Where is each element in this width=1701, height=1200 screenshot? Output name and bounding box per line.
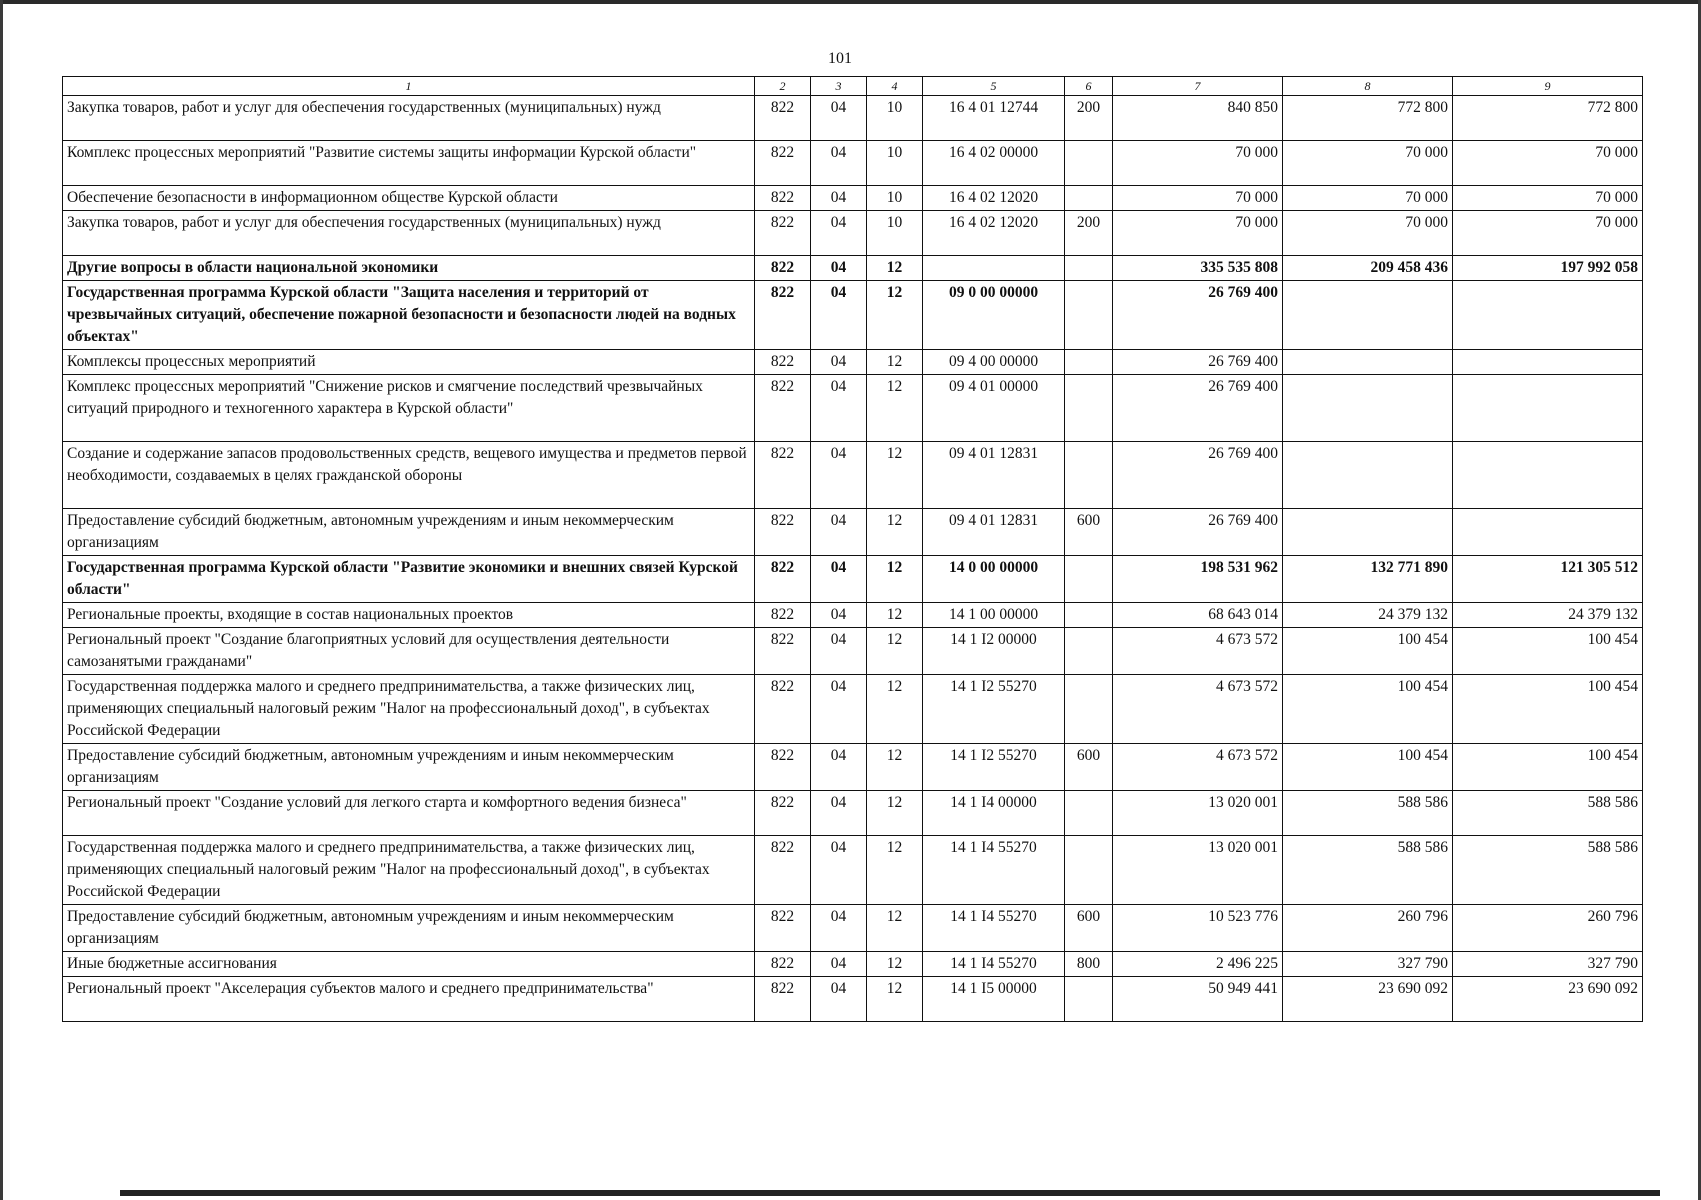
table-row: [63, 211, 1643, 256]
page-number: 101: [828, 50, 852, 67]
cell-name: Региональный проект "Создание условий для легкого старта и комфортного ведения бизнеса": [63, 791, 755, 836]
cell-amount-col9: 260 796: [1453, 905, 1643, 952]
cell-grbs: 822: [755, 791, 811, 836]
cell-subsection: 10: [867, 186, 923, 211]
cell-section: 04: [811, 375, 867, 442]
cell-amount-col7: 4 673 572: [1113, 675, 1283, 744]
cell-amount-col7: 26 769 400: [1113, 281, 1283, 350]
column-header: 9: [1453, 77, 1643, 96]
cell-name: Региональный проект "Акселерация субъектов малого и среднего предпринимательства": [63, 977, 755, 1022]
cell-expense-type: [1065, 977, 1113, 1022]
cell-grbs: 822: [755, 186, 811, 211]
cell-grbs: 822: [755, 442, 811, 509]
cell-section: 04: [811, 442, 867, 509]
cell-section: 04: [811, 603, 867, 628]
cell-target-article: 14 1 I4 55270: [923, 905, 1065, 952]
cell-target-article: [923, 256, 1065, 281]
cell-target-article: 09 4 01 12831: [923, 509, 1065, 556]
cell-amount-col9: 588 586: [1453, 836, 1643, 905]
cell-target-article: 14 1 00 00000: [923, 603, 1065, 628]
cell-target-article: 09 4 01 00000: [923, 375, 1065, 442]
cell-amount-col8: 70 000: [1283, 186, 1453, 211]
table-body: [63, 77, 1643, 1022]
cell-amount-col7: 840 850: [1113, 96, 1283, 141]
cell-target-article: 14 1 I4 55270: [923, 836, 1065, 905]
cell-amount-col7: 2 496 225: [1113, 952, 1283, 977]
cell-grbs: 822: [755, 836, 811, 905]
table-row: [63, 509, 1643, 556]
cell-expense-type: [1065, 350, 1113, 375]
cell-subsection: 10: [867, 96, 923, 141]
cell-name: Комплекс процессных мероприятий "Развитие системы защиты информации Курской области": [63, 141, 755, 186]
cell-amount-col7: 26 769 400: [1113, 350, 1283, 375]
column-header: 8: [1283, 77, 1453, 96]
cell-target-article: 14 1 I2 55270: [923, 675, 1065, 744]
cell-amount-col7: 70 000: [1113, 141, 1283, 186]
cell-section: 04: [811, 905, 867, 952]
cell-amount-col9: 588 586: [1453, 791, 1643, 836]
cell-amount-col8: [1283, 509, 1453, 556]
cell-section: 04: [811, 350, 867, 375]
cell-amount-col9: 100 454: [1453, 675, 1643, 744]
cell-target-article: 14 1 I2 00000: [923, 628, 1065, 675]
cell-amount-col9: [1453, 281, 1643, 350]
table-row: [63, 350, 1643, 375]
cell-amount-col9: 121 305 512: [1453, 556, 1643, 603]
cell-grbs: 822: [755, 509, 811, 556]
cell-expense-type: [1065, 375, 1113, 442]
cell-amount-col9: [1453, 375, 1643, 442]
cell-subsection: 12: [867, 509, 923, 556]
cell-amount-col9: 70 000: [1453, 211, 1643, 256]
table-row: [63, 836, 1643, 905]
cell-name: Обеспечение безопасности в информационном обществе Курской области: [63, 186, 755, 211]
cell-amount-col9: 327 790: [1453, 952, 1643, 977]
table-row: [63, 141, 1643, 186]
cell-grbs: 822: [755, 556, 811, 603]
column-header: 2: [755, 77, 811, 96]
column-header: 5: [923, 77, 1065, 96]
cell-amount-col7: 335 535 808: [1113, 256, 1283, 281]
cell-subsection: 12: [867, 603, 923, 628]
cell-name: Закупка товаров, работ и услуг для обеспечения государственных (муниципальных) нужд: [63, 211, 755, 256]
cell-subsection: 12: [867, 256, 923, 281]
cell-name: Государственная программа Курской области "Развитие экономики и внешних связей Курской области": [63, 556, 755, 603]
cell-amount-col8: 24 379 132: [1283, 603, 1453, 628]
cell-target-article: 09 4 01 12831: [923, 442, 1065, 509]
cell-amount-col9: [1453, 350, 1643, 375]
cell-section: 04: [811, 141, 867, 186]
cell-expense-type: [1065, 256, 1113, 281]
cell-amount-col7: 4 673 572: [1113, 744, 1283, 791]
cell-name: Государственная программа Курской области "Защита населения и территорий от чрезвычайных ситуаций, обеспечение пожарной безопасности и безопасности людей на водных объектах": [63, 281, 755, 350]
cell-expense-type: [1065, 186, 1113, 211]
cell-amount-col7: 4 673 572: [1113, 628, 1283, 675]
cell-section: 04: [811, 675, 867, 744]
cell-amount-col8: 132 771 890: [1283, 556, 1453, 603]
cell-target-article: 14 1 I2 55270: [923, 744, 1065, 791]
cell-name: Создание и содержание запасов продовольственных средств, вещевого имущества и предметов первой необходимости, создаваемых в целях гражданской обороны: [63, 442, 755, 509]
table-row: [63, 675, 1643, 744]
table-row: [63, 791, 1643, 836]
column-header: 1: [63, 77, 755, 96]
cell-amount-col7: 26 769 400: [1113, 509, 1283, 556]
cell-amount-col7: 198 531 962: [1113, 556, 1283, 603]
column-header: 4: [867, 77, 923, 96]
cell-grbs: 822: [755, 977, 811, 1022]
cell-amount-col9: 23 690 092: [1453, 977, 1643, 1022]
cell-amount-col9: 100 454: [1453, 744, 1643, 791]
cell-amount-col7: 50 949 441: [1113, 977, 1283, 1022]
cell-grbs: 822: [755, 211, 811, 256]
column-header: 6: [1065, 77, 1113, 96]
cell-amount-col9: [1453, 509, 1643, 556]
cell-name: Предоставление субсидий бюджетным, автономным учреждениям и иным некоммерческим организациям: [63, 744, 755, 791]
cell-name: Комплекс процессных мероприятий "Снижение рисков и смягчение последствий чрезвычайных ситуаций природного и техногенного характера в Курской области": [63, 375, 755, 442]
cell-amount-col7: 10 523 776: [1113, 905, 1283, 952]
cell-amount-col7: 26 769 400: [1113, 375, 1283, 442]
cell-name: Региональный проект "Создание благоприятных условий для осуществления деятельности самозанятыми гражданами": [63, 628, 755, 675]
cell-expense-type: [1065, 141, 1113, 186]
cell-target-article: 14 1 I5 00000: [923, 977, 1065, 1022]
cell-amount-col8: 70 000: [1283, 141, 1453, 186]
cell-grbs: 822: [755, 350, 811, 375]
cell-amount-col9: 100 454: [1453, 628, 1643, 675]
cell-expense-type: 200: [1065, 96, 1113, 141]
cell-expense-type: [1065, 791, 1113, 836]
cell-name: Предоставление субсидий бюджетным, автономным учреждениям и иным некоммерческим организациям: [63, 905, 755, 952]
cell-section: 04: [811, 211, 867, 256]
cell-amount-col9: 70 000: [1453, 141, 1643, 186]
cell-name: Региональные проекты, входящие в состав национальных проектов: [63, 603, 755, 628]
cell-section: 04: [811, 628, 867, 675]
table-row: [63, 952, 1643, 977]
cell-target-article: 14 1 I4 00000: [923, 791, 1065, 836]
cell-section: 04: [811, 977, 867, 1022]
budget-table: [62, 76, 1643, 1022]
cell-name: Закупка товаров, работ и услуг для обеспечения государственных (муниципальных) нужд: [63, 96, 755, 141]
cell-expense-type: [1065, 442, 1113, 509]
cell-subsection: 12: [867, 281, 923, 350]
table-row: [63, 256, 1643, 281]
cell-subsection: 12: [867, 977, 923, 1022]
cell-target-article: 16 4 02 12020: [923, 186, 1065, 211]
cell-amount-col8: 209 458 436: [1283, 256, 1453, 281]
cell-section: 04: [811, 256, 867, 281]
cell-section: 04: [811, 836, 867, 905]
cell-grbs: 822: [755, 905, 811, 952]
cell-grbs: 822: [755, 256, 811, 281]
scan-edge-top: [0, 0, 1701, 4]
cell-name: Другие вопросы в области национальной экономики: [63, 256, 755, 281]
column-header: 3: [811, 77, 867, 96]
cell-subsection: 12: [867, 375, 923, 442]
cell-target-article: 16 4 02 12020: [923, 211, 1065, 256]
cell-expense-type: [1065, 556, 1113, 603]
cell-amount-col9: 70 000: [1453, 186, 1643, 211]
scan-edge-bottom: [120, 1190, 1660, 1196]
cell-target-article: 09 0 00 00000: [923, 281, 1065, 350]
cell-amount-col7: 13 020 001: [1113, 836, 1283, 905]
cell-name: Иные бюджетные ассигнования: [63, 952, 755, 977]
cell-expense-type: [1065, 628, 1113, 675]
cell-amount-col9: 197 992 058: [1453, 256, 1643, 281]
table-row: [63, 96, 1643, 141]
cell-expense-type: [1065, 836, 1113, 905]
column-header: 7: [1113, 77, 1283, 96]
cell-expense-type: 200: [1065, 211, 1113, 256]
table-row: [63, 603, 1643, 628]
cell-expense-type: 800: [1065, 952, 1113, 977]
table-row: [63, 375, 1643, 442]
cell-subsection: 12: [867, 952, 923, 977]
table-row: [63, 556, 1643, 603]
cell-amount-col9: 772 800: [1453, 96, 1643, 141]
cell-grbs: 822: [755, 375, 811, 442]
cell-subsection: 12: [867, 628, 923, 675]
cell-amount-col8: [1283, 375, 1453, 442]
cell-amount-col8: 100 454: [1283, 628, 1453, 675]
cell-grbs: 822: [755, 952, 811, 977]
table-row: [63, 977, 1643, 1022]
cell-amount-col8: [1283, 350, 1453, 375]
cell-section: 04: [811, 281, 867, 350]
cell-section: 04: [811, 791, 867, 836]
cell-name: Государственная поддержка малого и среднего предпринимательства, а также физических лиц, применяющих специальный налоговый режим "Налог на профессиональный доход", в субъектах Российской Федерации: [63, 836, 755, 905]
cell-name: Предоставление субсидий бюджетным, автономным учреждениям и иным некоммерческим организациям: [63, 509, 755, 556]
cell-expense-type: 600: [1065, 509, 1113, 556]
cell-amount-col7: 70 000: [1113, 211, 1283, 256]
cell-amount-col7: 68 643 014: [1113, 603, 1283, 628]
cell-target-article: 14 1 I4 55270: [923, 952, 1065, 977]
cell-section: 04: [811, 556, 867, 603]
cell-grbs: 822: [755, 744, 811, 791]
cell-name: Комплексы процессных мероприятий: [63, 350, 755, 375]
column-number-row: [63, 77, 1643, 96]
cell-amount-col8: [1283, 281, 1453, 350]
cell-expense-type: [1065, 603, 1113, 628]
table-row: [63, 281, 1643, 350]
table-row: [63, 186, 1643, 211]
cell-target-article: 16 4 02 00000: [923, 141, 1065, 186]
cell-expense-type: 600: [1065, 744, 1113, 791]
cell-amount-col8: 772 800: [1283, 96, 1453, 141]
cell-amount-col8: 100 454: [1283, 744, 1453, 791]
cell-subsection: 12: [867, 836, 923, 905]
cell-amount-col7: 13 020 001: [1113, 791, 1283, 836]
cell-grbs: 822: [755, 628, 811, 675]
cell-subsection: 12: [867, 442, 923, 509]
cell-grbs: 822: [755, 603, 811, 628]
cell-grbs: 822: [755, 141, 811, 186]
cell-amount-col9: 24 379 132: [1453, 603, 1643, 628]
cell-section: 04: [811, 952, 867, 977]
table-row: [63, 905, 1643, 952]
cell-amount-col8: 327 790: [1283, 952, 1453, 977]
cell-name: Государственная поддержка малого и среднего предпринимательства, а также физических лиц, применяющих специальный налоговый режим "Налог на профессиональный доход", в субъектах Российской Федерации: [63, 675, 755, 744]
cell-target-article: 14 0 00 00000: [923, 556, 1065, 603]
cell-section: 04: [811, 186, 867, 211]
cell-target-article: 09 4 00 00000: [923, 350, 1065, 375]
cell-amount-col8: 588 586: [1283, 836, 1453, 905]
cell-amount-col9: [1453, 442, 1643, 509]
cell-amount-col8: 260 796: [1283, 905, 1453, 952]
cell-amount-col7: 70 000: [1113, 186, 1283, 211]
cell-amount-col8: 70 000: [1283, 211, 1453, 256]
table-row: [63, 628, 1643, 675]
scan-edge-left: [0, 0, 3, 1200]
table-row: [63, 442, 1643, 509]
cell-section: 04: [811, 96, 867, 141]
cell-grbs: 822: [755, 281, 811, 350]
cell-subsection: 12: [867, 556, 923, 603]
cell-grbs: 822: [755, 675, 811, 744]
cell-target-article: 16 4 01 12744: [923, 96, 1065, 141]
cell-amount-col7: 26 769 400: [1113, 442, 1283, 509]
cell-section: 04: [811, 509, 867, 556]
cell-subsection: 10: [867, 211, 923, 256]
table-row: [63, 744, 1643, 791]
cell-subsection: 12: [867, 350, 923, 375]
cell-amount-col8: [1283, 442, 1453, 509]
cell-subsection: 12: [867, 791, 923, 836]
cell-subsection: 12: [867, 675, 923, 744]
cell-grbs: 822: [755, 96, 811, 141]
cell-expense-type: [1065, 281, 1113, 350]
cell-expense-type: 600: [1065, 905, 1113, 952]
cell-subsection: 12: [867, 905, 923, 952]
cell-expense-type: [1065, 675, 1113, 744]
cell-subsection: 10: [867, 141, 923, 186]
cell-amount-col8: 100 454: [1283, 675, 1453, 744]
cell-amount-col8: 588 586: [1283, 791, 1453, 836]
cell-section: 04: [811, 744, 867, 791]
cell-amount-col8: 23 690 092: [1283, 977, 1453, 1022]
cell-subsection: 12: [867, 744, 923, 791]
